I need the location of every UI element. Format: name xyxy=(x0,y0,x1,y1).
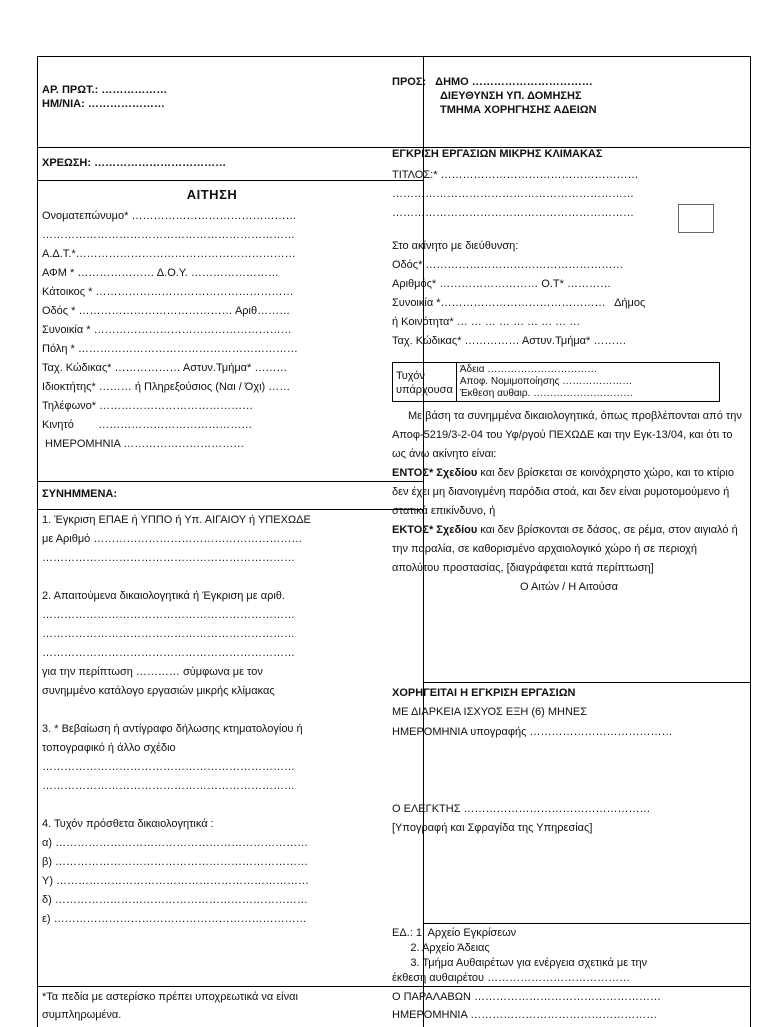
footnote-line: *Τα πεδία με αστερίσκο πρέπει υποχρεωτικά να είναι xyxy=(42,991,298,1003)
aitisi-field-line[interactable]: Ιδιοκτήτης* ……… ή Πληρεξούσιος (Ναι / Όχι) …… xyxy=(42,381,291,393)
synimmena-line[interactable]: με Αριθμό ………………………………………………… xyxy=(42,533,303,545)
synimmena-line[interactable] xyxy=(42,701,311,720)
pros-label: ΠΡΟΣ: xyxy=(392,76,427,88)
dimo-field[interactable]: ΔΗΜΟ …………………………… xyxy=(435,76,593,88)
aitisi-field-line[interactable]: Οδός * …………………………………… Αριθ……… xyxy=(42,305,291,317)
aitisi-field-line[interactable]: Ταχ. Κώδικας* ……………… Αστυν.Τμήμα* ……… xyxy=(42,362,288,374)
egkrisi-title: ΕΓΚΡΙΣΗ ΕΡΓΑΣΙΩΝ ΜΙΚΡΗΣ ΚΛΙΜΑΚΑΣ xyxy=(392,148,603,160)
dieuthynsi-label: ΔΙΕΥΘΥΝΣΗ ΥΠ. ΔΟΜΗΣΗΣ xyxy=(440,90,582,102)
rule-right-4 xyxy=(423,986,750,987)
rule-left-1 xyxy=(38,147,423,148)
basis-text: Με βάση τα συνημμένα δικαιολογητικά, όπως προβλέπονται από την Αποφ-5219/3-2-04 του Υφ/ργού ΠΕΧΩΔΕ και την Εγκ-13/04, και ότι το ως άνω ακίνητο είναι: xyxy=(392,410,742,460)
synimmena-line[interactable]: …………………………………………………………… xyxy=(42,609,295,621)
elegktis-field[interactable]: Ο ΕΛΕΓΚΤΗΣ …………………………………………… xyxy=(392,803,651,815)
hm-nia-field[interactable]: ΗΜ/ΝΙΑ: ………………… xyxy=(42,98,165,110)
synimmena-line[interactable]: 1. Έγκριση ΕΠΑΕ ή ΥΠΠΟ ή Υπ. ΑΙΓΑΙΟΥ ή ΥΠΕΧΩΔΕ xyxy=(42,514,311,526)
hmerominia-ypografis-field[interactable]: ΗΜΕΡΟΜΗΝΙΑ υπογραφής ………………………………… xyxy=(392,726,673,738)
ar-prot-field[interactable]: ΑΡ. ΠΡΩΤ.: ……………… xyxy=(42,84,168,96)
titlos-line[interactable]: ………………………………………………………… xyxy=(392,188,634,200)
aitisi-field-line[interactable]: …………………………………………………………… xyxy=(42,229,295,241)
diarkeia-text: ΜΕ ΔΙΑΡΚΕΙΑ ΙΣΧΥΟΣ ΕΞΗ (6) ΜΗΝΕΣ xyxy=(392,706,588,718)
synimmena-line[interactable] xyxy=(42,796,311,815)
synimmena-line[interactable]: τοπογραφικό ή άλλο σχέδιο xyxy=(42,742,176,754)
synimmena-line[interactable]: για την περίπτωση ………… σύμφωνα με τον xyxy=(42,666,263,678)
rule-left-2 xyxy=(38,180,423,181)
form-frame xyxy=(37,56,751,1027)
synimmena-line[interactable]: δ) …………………………………………………………… xyxy=(42,894,308,906)
tyxon-table xyxy=(392,362,720,402)
synimmena-line[interactable]: α) …………………………………………………………… xyxy=(42,837,309,849)
footnote xyxy=(42,988,298,1024)
address-line[interactable]: Οδός* ……………………………………………… xyxy=(392,259,624,271)
aitisi-field-line[interactable]: Α.Δ.Τ.*…………………………………………………… xyxy=(42,248,296,260)
tyxon-item[interactable]: Έκθεση αυθαιρ. ………………………… xyxy=(459,388,634,399)
titlos-line[interactable]: ΤΙΤΛΟΣ:* ……………………………………………… xyxy=(392,169,639,181)
hmerominia-final-field[interactable]: ΗΜΕΡΟΜΗΝΙΑ …………………………………………… xyxy=(392,1009,658,1021)
address-fields xyxy=(392,237,645,351)
aitisi-field-line[interactable]: ΗΜΕΡΟΜΗΝΙΑ …………………………… xyxy=(42,438,245,450)
tmima-label: ΤΜΗΜΑ ΧΟΡΗΓΗΣΗΣ ΑΔΕΙΩΝ xyxy=(440,104,597,116)
aitisi-field-line[interactable]: Κινητό …………………………………… xyxy=(42,419,253,431)
aitisi-field-line[interactable]: Κάτοικος * ……………………………………………… xyxy=(42,286,294,298)
xreosi-field[interactable]: ΧΡΕΩΣΗ: ……………………………… xyxy=(42,157,227,169)
tyxon-item[interactable]: Αποφ. Νομιμοποίησης ………………… xyxy=(459,376,633,387)
rule-left-5 xyxy=(38,986,423,987)
tyxon-item[interactable]: Άδεια …………………………… xyxy=(459,364,598,375)
ed-list xyxy=(392,926,647,986)
ed-line: ΕΔ.: 1. Αρχείο Εγκρίσεων xyxy=(392,927,517,939)
synimmena-line[interactable]: …………………………………………………………… xyxy=(42,761,295,773)
titlos-line[interactable]: ………………………………………………………… xyxy=(392,207,634,219)
ektos-text: και δεν βρίσκονται σε δάσος, σε ρέμα, στον αιγιαλό ή την παραλία, σε καθορισμένο αρχαιολογικό χώρο ή σε περιοχή απολύτου προστασίας, [διαγράφεται κατά περίπτωση] xyxy=(392,524,738,574)
rule-right-2 xyxy=(423,682,750,683)
synimmena-line[interactable]: 4. Τυχόν πρόσθετα δικαιολογητικά : xyxy=(42,818,214,830)
aitisi-fields xyxy=(42,207,298,454)
ypografi-label: [Υπογραφή και Σφραγίδα της Υπηρεσίας] xyxy=(392,822,593,834)
paralavon-block xyxy=(392,988,661,1024)
synimmena-line[interactable]: 3. * Βεβαίωση ή αντίγραφο δήλωσης κτηματολογίου ή xyxy=(42,723,303,735)
ed-line: 2. Αρχείο Άδειας xyxy=(392,942,490,954)
synimmena-line[interactable]: συνημμένο κατάλογο εργασιών μικρής κλίμακας xyxy=(42,685,275,697)
address-line[interactable]: Συνοικία *……………………………………… Δήμος xyxy=(392,297,646,309)
paralavon-field[interactable]: Ο ΠΑΡΑΛΑΒΩΝ …………………………………………… xyxy=(392,991,661,1003)
aitisi-field-line[interactable]: Συνοικία * ……………………………………………… xyxy=(42,324,292,336)
ektos-label: ΕΚΤΟΣ* Σχεδίου xyxy=(392,524,478,536)
basis-paragraph xyxy=(392,407,746,597)
footnote-line: συμπληρωμένα. xyxy=(42,1009,122,1021)
rule-left-3 xyxy=(38,481,423,482)
address-line[interactable]: Αριθμός* ……………………… Ο.Τ* ………… xyxy=(392,278,611,290)
ed-line: 3. Τμήμα Αυθαιρέτων για ενέργεια σχετικά με την xyxy=(392,957,648,969)
aitisi-field-line[interactable]: ΑΦΜ * ………………… Δ.Ο.Υ. …………………… xyxy=(42,267,279,279)
synimmena-list xyxy=(42,511,311,929)
xorigeitai-title: ΧΟΡΗΓΕΙΤΑΙ Η ΕΓΚΡΙΣΗ ΕΡΓΑΣΙΩΝ xyxy=(392,687,576,699)
synimmena-line[interactable]: …………………………………………………………… xyxy=(42,647,295,659)
synimmena-line[interactable]: β) …………………………………………………………… xyxy=(42,856,309,868)
synimmena-title: ΣΥΝΗΜΜΕΝΑ: xyxy=(42,488,118,500)
synimmena-line[interactable]: 2. Απαιτούμενα δικαιολογητικά ή Έγκριση με αριθ. xyxy=(42,590,285,602)
titlos-fields xyxy=(392,166,639,223)
aiton-label: Ο Αιτών / Η Αιτούσα xyxy=(520,581,618,593)
entos-label: ΕΝΤΟΣ* Σχεδίου xyxy=(392,467,478,479)
aitisi-field-line[interactable]: Τηλέφωνο* …………………………………… xyxy=(42,400,254,412)
synimmena-line[interactable]: Υ) …………………………………………………………… xyxy=(42,875,310,887)
address-line[interactable]: ή Κοινότητα* … … … … … … … … … xyxy=(392,316,581,328)
rule-right-3 xyxy=(423,923,750,924)
aitisi-title: ΑΙΤΗΣΗ xyxy=(186,187,238,202)
left-header xyxy=(42,83,167,111)
titlos-checkbox[interactable] xyxy=(678,204,714,233)
synimmena-line[interactable]: ε) …………………………………………………………… xyxy=(42,913,307,925)
tyxon-label: Τυχόν υπάρχουσα xyxy=(393,363,457,402)
ed-line: έκθεση αυθαιρέτου ………………………………… xyxy=(392,972,631,984)
tyxon-items xyxy=(456,363,719,402)
address-line[interactable]: Ταχ. Κώδικας* …………… Αστυν.Τμήμα* ……… xyxy=(392,335,627,347)
aitisi-field-line[interactable]: Πόλη * …………………………………………………… xyxy=(42,343,298,355)
synimmena-line[interactable]: …………………………………………………………… xyxy=(42,552,295,564)
synimmena-line[interactable]: …………………………………………………………… xyxy=(42,780,295,792)
entos-text: και δεν βρίσκεται σε κοινόχρηστο χώρο, και το κτίριο δεν έχει μη διανοιγμένη παρόδια στοά, και δεν είναι ρυμοτομούμενο ή στατικά επικίνδυνο, ή xyxy=(392,467,734,517)
recipient-block xyxy=(392,75,597,117)
address-line[interactable]: Στο ακίνητο με διεύθυνση: xyxy=(392,240,519,252)
synimmena-line[interactable] xyxy=(42,568,311,587)
rule-left-4 xyxy=(38,509,423,510)
synimmena-line[interactable]: …………………………………………………………… xyxy=(42,628,295,640)
aitisi-field-line[interactable]: Ονοματεπώνυμο* ……………………………………… xyxy=(42,210,297,222)
